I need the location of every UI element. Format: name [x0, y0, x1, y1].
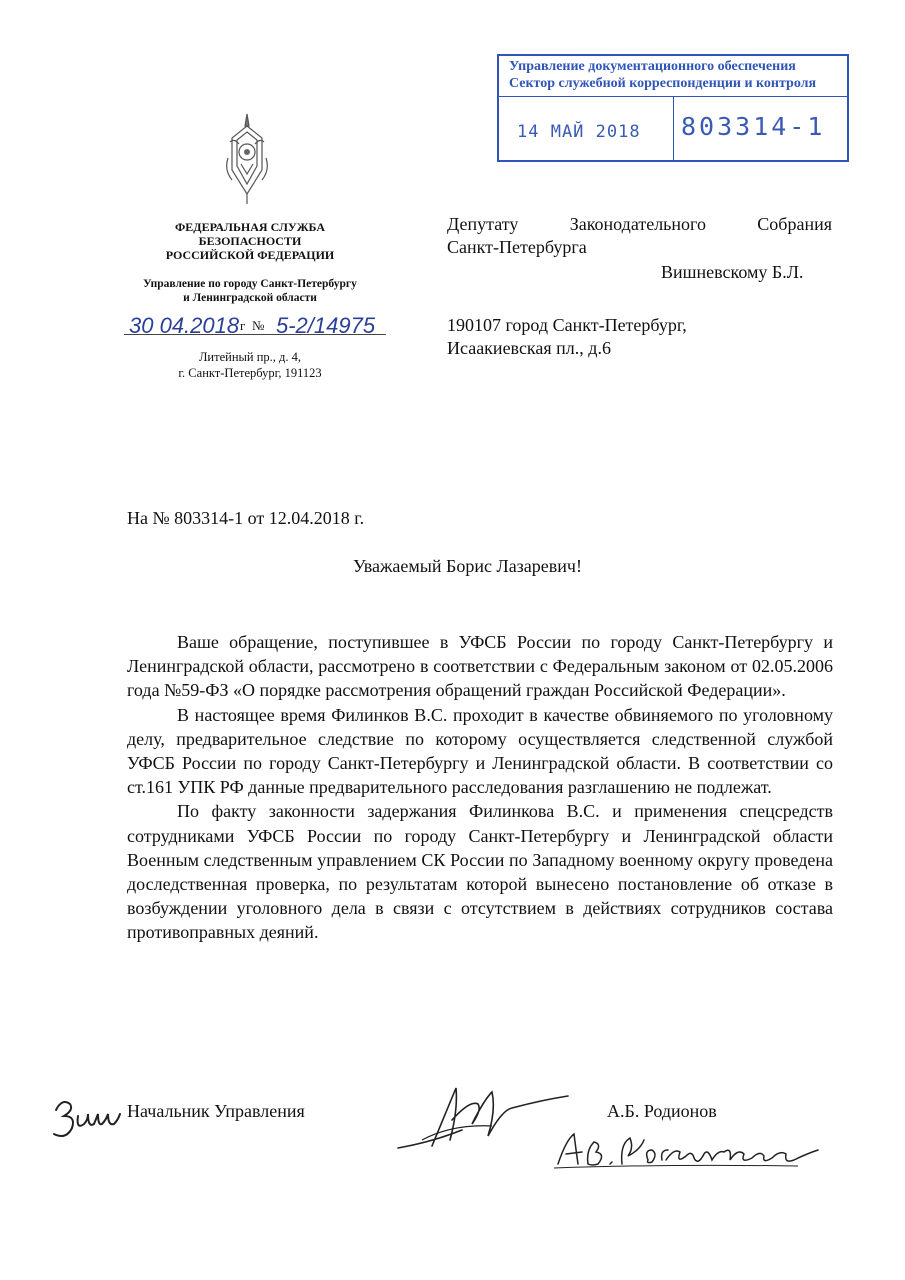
fsb-emblem-icon: [218, 108, 276, 208]
body-paragraph: По факту законности задержания Филинкова В.С. и применения спецсредств сотрудниками УФСБ России по городу Санкт-Петербургу и Ленинградской области Военным следственным управлением СК России по Западному военному округу проведена доследственная проверка, по результатам которой вынесено постановление об отказе в возбуждении уголовного дела в связи с отсутствием в действиях сотрудников состава противоправных деяний.: [127, 801, 833, 943]
registration-underline: [124, 334, 386, 335]
greeting: Уважаемый Борис Лазаревич!: [353, 556, 582, 576]
signer-position: Начальник Управления: [127, 1101, 305, 1121]
recipient-address-line-2: Исаакиевская пл., д.6: [447, 338, 611, 358]
body-paragraph: В настоящее время Филинков В.С. проходит в качестве обвиняемого по уголовному делу, предварительное следствие по которому осуществляется следственной службой УФСБ России по городу Санкт-Петербургу и Ленинградской области. В соответствии со ст.161 УПК РФ данные предварительного расследования разглашению не подлежат.: [127, 704, 833, 798]
deputy-mark: [48, 1090, 128, 1146]
department-line: и Ленинградской области: [183, 292, 317, 304]
recipient-title: [447, 212, 832, 236]
stamp-line-2: Сектор служебной корреспонденции и контроля: [509, 76, 817, 91]
registration-date: 30 04.2018: [129, 313, 240, 338]
org-name-line: РОССИЙСКОЙ ФЕДЕРАЦИИ: [165, 248, 335, 262]
org-name-line: БЕЗОПАСНОСТИ: [198, 234, 302, 248]
body-paragraph: Ваше обращение, поступившее в УФСБ России по городу Санкт-Петербургу и Ленинградской области, рассмотрено в соответствии с Федеральным законом от 02.05.2006 года №59-ФЗ «О порядке рассмотрения обращений граждан Российской Федерации».: [127, 632, 833, 701]
stamp-header: [499, 56, 847, 97]
recipient-title-city: Санкт-Петербурга: [447, 237, 587, 257]
recipient-title-word: Законодательного: [569, 214, 706, 234]
handwritten-name: [548, 1120, 828, 1176]
registration-number-label: №: [252, 318, 265, 333]
reference-number: На № 803314-1 от 12.04.2018 г.: [127, 508, 365, 528]
sender-address-line-1: Литейный пр., д. 4,: [198, 350, 302, 364]
registration-number: 5-2/14975: [276, 313, 376, 338]
org-department: [130, 277, 370, 305]
org-name-line: ФЕДЕРАЛЬНАЯ СЛУЖБА: [175, 220, 325, 234]
stamp-line-1: Управление документационного обеспечения: [509, 59, 796, 74]
registration-line: [124, 313, 389, 339]
department-line: Управление по городу Санкт-Петербургу: [143, 278, 357, 290]
stamp-number: 803314-1: [681, 112, 826, 141]
org-name: [130, 220, 370, 262]
letter-body: [127, 630, 833, 945]
recipient-address-line-1: 190107 город Санкт-Петербург,: [447, 315, 687, 335]
recipient-title-word: Собрания: [757, 214, 832, 234]
signer-name: А.Б. Родионов: [607, 1101, 717, 1121]
stamp-date: 14 МАЙ 2018: [517, 122, 641, 142]
signature-autograph: [392, 1080, 572, 1160]
stamp-divider: [673, 96, 674, 160]
registration-date-suffix: г: [240, 318, 246, 333]
recipient-title-word: Депутату: [447, 214, 519, 234]
recipient-name: Вишневскому Б.Л.: [661, 262, 804, 282]
registration-stamp: [497, 54, 849, 162]
sender-address-line-2: г. Санкт-Петербург, 191123: [178, 366, 322, 380]
